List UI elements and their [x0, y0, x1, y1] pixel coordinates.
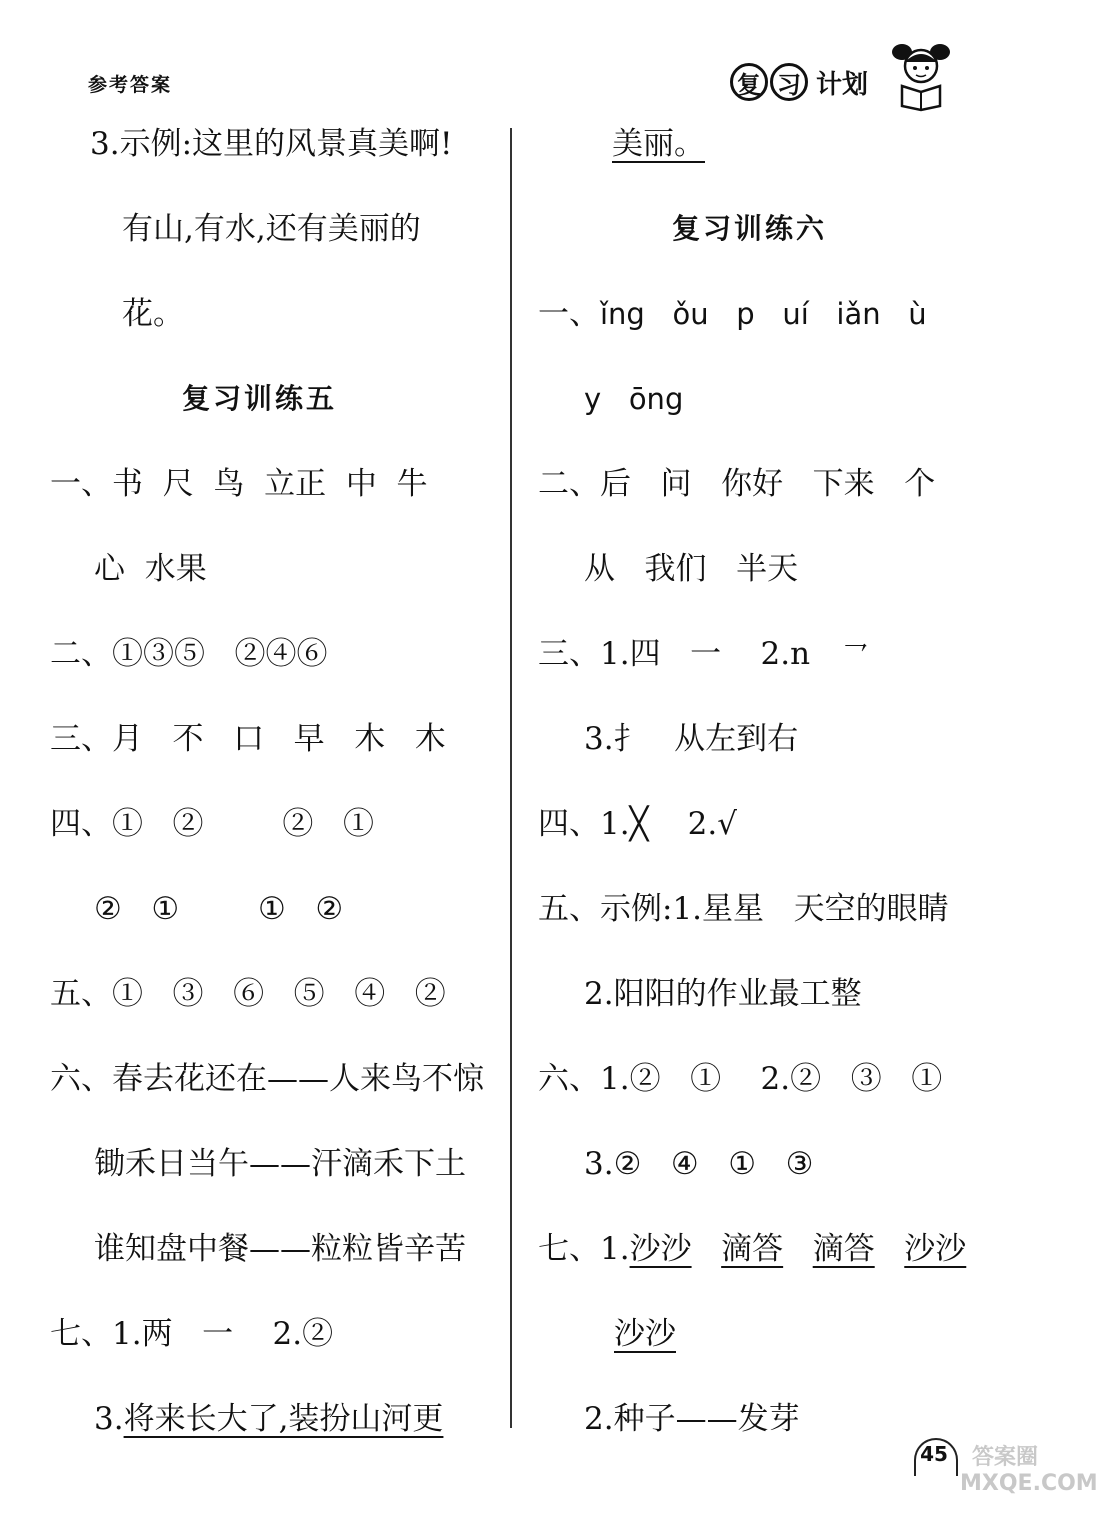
left-line-10: ② ① ① ② — [94, 891, 344, 927]
right-line-14-prefix: 七、1. — [538, 1231, 630, 1267]
right-line-4 — [584, 379, 683, 419]
right-line-11: 2.阳阳的作业最工整 — [584, 976, 862, 1012]
page-number — [906, 1432, 966, 1476]
left-line-7: 二、①③⑤ ②④⑥ — [50, 636, 328, 672]
right-line-10: 五、示例:1.星星 天空的眼睛 — [538, 891, 949, 927]
left-line-11: 五、① ③ ⑥ ⑤ ④ ② — [50, 976, 446, 1012]
left-line-16-prefix: 3. — [94, 1401, 124, 1437]
right-line-3-prefix: 一、 — [538, 296, 600, 332]
right-line-13: 3.② ④ ① ③ — [584, 1146, 814, 1182]
right-line-14-u4: 沙沙 — [904, 1231, 967, 1267]
left-line-15: 七、1.两 一 2.② — [50, 1316, 334, 1352]
left-line-13: 锄禾日当午——汗滴禾下土 — [94, 1146, 466, 1182]
watermark: 答案圈 MXQE.COM — [960, 1445, 1098, 1496]
reading-girl-icon — [890, 40, 952, 112]
right-line-14-u3: 滴答 — [812, 1231, 875, 1267]
left-line-12: 六、春去花还在——人来鸟不惊 — [50, 1061, 484, 1097]
right-line-6: 从 我们 半天 — [584, 551, 799, 587]
right-line-15-underlined: 沙沙 — [614, 1316, 676, 1352]
left-line-6: 心 水果 — [94, 551, 207, 587]
left-line-8: 三、月 不 口 早 木 木 — [50, 721, 446, 757]
header-brand — [730, 52, 868, 112]
right-line-7: 三、1.四 一 2.n ㇖ — [538, 636, 871, 672]
left-line-16-underlined: 将来长大了,装扮山河更 — [123, 1401, 444, 1437]
right-line-14-u2: 滴答 — [721, 1231, 784, 1267]
section-title-6: 复习训练六 — [672, 212, 828, 245]
left-line-5: 一、书 尺 鸟 立正 中 牛 — [50, 466, 428, 502]
left-line-9: 四、① ② ② ① — [50, 806, 374, 842]
header-left-title: 参考答案 — [88, 74, 173, 96]
brand-circle-1: 复 — [730, 63, 768, 101]
brand-circle-2: 习 — [770, 63, 808, 101]
right-line-12: 六、1.② ① 2.② ③ ① — [538, 1061, 943, 1097]
column-divider — [510, 128, 512, 1428]
left-line-16 — [94, 1399, 443, 1439]
page-number-text: 45 — [920, 1442, 948, 1466]
right-line-3-pinyin: ǐng ǒu p uí iǎn ù — [600, 297, 927, 331]
right-line-15 — [614, 1314, 676, 1354]
right-line-14 — [538, 1229, 966, 1269]
right-line-5: 二、后 问 你好 下来 个 — [538, 466, 936, 502]
right-line-8: 3.扌 从左到右 — [584, 721, 799, 757]
left-line-2: 有山,有水,还有美丽的 — [122, 211, 421, 247]
right-line-14-u1: 沙沙 — [629, 1231, 692, 1267]
section-title-5: 复习训练五 — [182, 382, 338, 415]
right-line-1-underlined: 美丽。 — [612, 126, 705, 162]
left-line-14: 谁知盘中餐——粒粒皆辛苦 — [94, 1231, 466, 1267]
brand-text: 计划 — [816, 69, 869, 100]
left-line-1: 3.示例:这里的风景真美啊! — [90, 126, 453, 162]
left-line-3: 花。 — [122, 296, 184, 332]
right-line-4-pinyin: y ōng — [584, 382, 684, 416]
right-line-1 — [612, 124, 705, 164]
right-line-3 — [538, 294, 927, 334]
right-line-16: 2.种子——发芽 — [584, 1401, 800, 1437]
right-line-9: 四、1.╳ 2.√ — [538, 806, 737, 842]
